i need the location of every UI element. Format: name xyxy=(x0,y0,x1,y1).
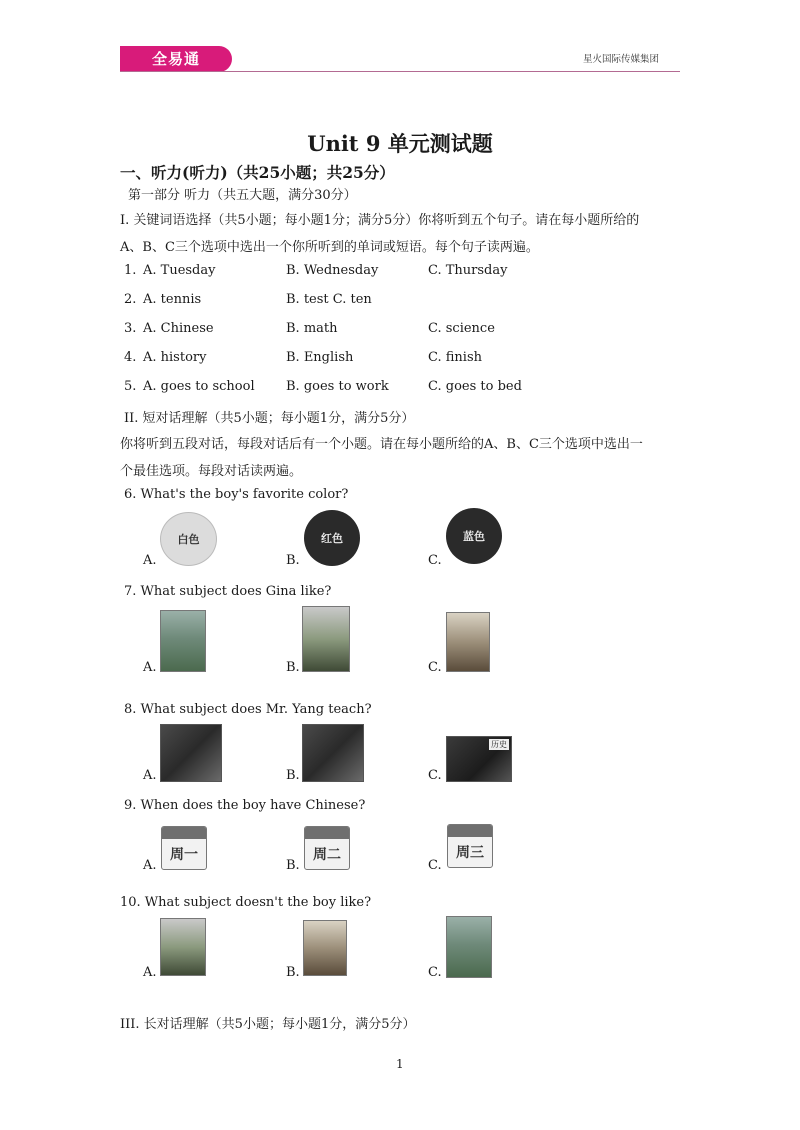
history-tag: 历史 xyxy=(491,740,507,749)
textbook-image xyxy=(302,606,350,672)
question-9: 9. When does the boy have Chinese? xyxy=(124,798,366,813)
label-c: C. xyxy=(428,858,442,873)
label-b: B. xyxy=(286,768,300,783)
option-a: A. history xyxy=(143,350,207,365)
label-a: A. xyxy=(143,965,157,980)
calendar-day: 周一 xyxy=(170,847,198,863)
part2-instruction-line2: 个最佳选项。每段对话读两遍。 xyxy=(120,464,303,479)
option-c: C. Thursday xyxy=(428,263,508,278)
textbook-image xyxy=(160,610,206,672)
calendar-icon xyxy=(447,824,493,868)
option-b: B. English xyxy=(286,350,354,365)
label-b: B. xyxy=(286,965,300,980)
label-c: C. xyxy=(428,660,442,675)
item-number: 2. xyxy=(124,292,137,307)
section-heading: 一、听力(听力)（共25小题；共25分） xyxy=(120,163,395,182)
label-c: C. xyxy=(428,553,442,568)
calendar-icon xyxy=(304,826,350,870)
calendar-icon xyxy=(161,826,207,870)
item-number: 5. xyxy=(124,379,137,394)
question-10: 10. What subject doesn't the boy like? xyxy=(120,895,372,910)
label-b: B. xyxy=(286,858,300,873)
option-c: C. finish xyxy=(428,350,482,365)
teacher-photo xyxy=(160,724,222,782)
brand-logo: 全易通 xyxy=(120,46,232,72)
textbook-image xyxy=(160,918,206,976)
header-divider xyxy=(120,71,680,72)
label-b: B. xyxy=(286,553,300,568)
page-title: Unit 9 单元测试题 xyxy=(307,131,493,156)
item-number: 4. xyxy=(124,350,137,365)
option-b: B. goes to work xyxy=(286,379,389,394)
option-c: C. science xyxy=(428,321,495,336)
part1-instruction-line1: I. 关键词语选择（共5小题；每小题1分；满分5分）你将听到五个句子。请在每小题所给的 xyxy=(120,213,640,228)
white-color-picture xyxy=(160,512,217,566)
label-c: C. xyxy=(428,768,442,783)
option-b: B. math xyxy=(286,321,338,336)
label-a: A. xyxy=(143,858,157,873)
label-a: A. xyxy=(143,553,157,568)
option-c: C. goes to bed xyxy=(428,379,522,394)
red-color-picture xyxy=(304,510,360,566)
label-c: C. xyxy=(428,965,442,980)
part3-heading: III. 长对话理解（共5小题；每小题1分，满分5分） xyxy=(120,1017,416,1032)
option-a: A. Chinese xyxy=(143,321,214,336)
label-a: A. xyxy=(143,768,157,783)
part2-heading: II. 短对话理解（共5小题；每小题1分，满分5分） xyxy=(124,411,415,426)
option-a: A. goes to school xyxy=(143,379,255,394)
color-label: 蓝色 xyxy=(463,530,485,543)
item-number: 3. xyxy=(124,321,137,336)
calendar-day: 周二 xyxy=(313,847,341,863)
calendar-day: 周三 xyxy=(456,845,484,861)
piano-photo xyxy=(302,724,364,782)
part2-instruction-line1: 你将听到五段对话，每段对话后有一个小题。请在每小题所给的A、B、C三个选项中选出一 xyxy=(120,437,643,452)
option-b: B. Wednesday xyxy=(286,263,379,278)
history-photo xyxy=(446,736,512,782)
textbook-image xyxy=(446,916,492,978)
color-label: 红色 xyxy=(321,532,343,545)
question-7: 7. What subject does Gina like? xyxy=(124,584,332,599)
label-b: B. xyxy=(286,660,300,675)
part1-instruction-line2: A、B、C三个选项中选出一个你所听到的单词或短语。每个句子读两遍。 xyxy=(120,240,539,255)
item-number: 1. xyxy=(124,263,137,278)
publisher-name: 星火国际传媒集团 xyxy=(583,54,660,65)
color-label: 白色 xyxy=(177,533,200,546)
page-number: 1 xyxy=(396,1057,404,1071)
question-6: 6. What's the boy's favorite color? xyxy=(124,487,349,502)
label-a: A. xyxy=(143,660,157,675)
question-8: 8. What subject does Mr. Yang teach? xyxy=(124,702,372,717)
textbook-image xyxy=(303,920,347,976)
section-subheading: 第一部分 听力（共五大题，满分30分） xyxy=(128,188,357,203)
blue-color-picture xyxy=(446,508,502,564)
option-b: B. test C. ten xyxy=(286,292,372,307)
option-a: A. Tuesday xyxy=(143,263,216,278)
option-a: A. tennis xyxy=(143,292,202,307)
textbook-image xyxy=(446,612,490,672)
